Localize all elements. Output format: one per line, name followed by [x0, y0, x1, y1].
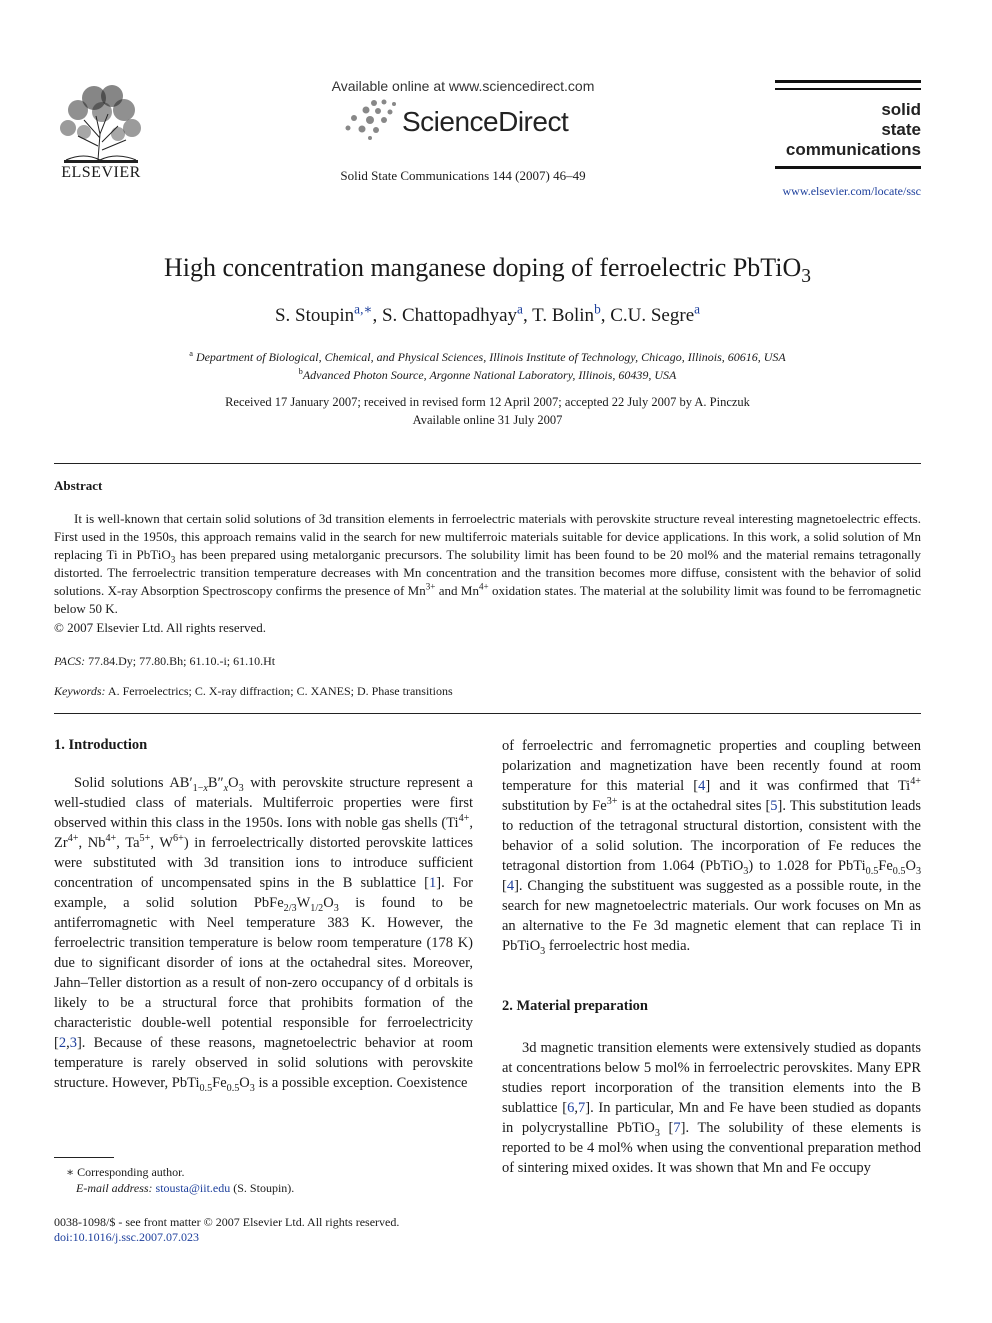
citation-link[interactable]: 7: [673, 1120, 681, 1136]
email-link[interactable]: stousta@iit.edu: [155, 1181, 231, 1195]
title-subscript: 3: [801, 266, 812, 288]
journal-rule-bottom: [775, 166, 921, 169]
journal-name-line: state: [881, 120, 921, 139]
affiliation-text: Department of Biological, Chemical, and Physical Sciences, Illinois Institute of Technology, Chicago, Illinois, 60616, USA: [195, 350, 786, 364]
abstract-paragraph: It is well-known that certain solid solutions of 3d transition elements in ferroelectric materials with perovskite structure reveal interesting magnetoelectric effects. First used in the 1950s, this approach remains valid in the search for new multiferroic materials suitable for device applications. In this work, a solid solution of Mn replacing Ti in PbTiO$_3$ has been prepared using metalorganic precursors. The solubility limit has been found to be 20 mol% and the material remains tetragonally distorted. The ferroelectric transition temperature decreases with Mn concentration and the transition becomes more diffuse, consistent with the behavior of solid solutions. X-ray Absorption Spectroscopy confirms the presence of $Mn^{3+}$ and $Mn^{4+}$ oxidation states. The material at the solubility limit was found to be ferromagnetic below 50 K.: [54, 511, 921, 616]
citation-link[interactable]: 6: [567, 1100, 575, 1116]
body-paragraph: 3d magnetic transition elements were extensively studied as dopants at concentrations below 5 mol% in ferroelectric perovskites. Many EPR studies report incorporation of the transition elements into the B sublattice [6,7]. In particular, Mn and Fe have been studied as dopants in polycrystalline PbTiO$_3$ [7]. The solubility of these elements is reported to be 4 mol% when using the conventional preparation method of sintering mixed oxides. It was shown that Mn and Fe occupy: [502, 1040, 921, 1176]
citation-link[interactable]: 4: [698, 778, 706, 794]
sciencedirect-wordmark: ScienceDirect: [402, 106, 569, 137]
available-online-date: Available online 31 July 2007: [412, 413, 563, 427]
journal-name: [770, 100, 921, 160]
article-title: [54, 253, 921, 288]
journal-reference: Solid State Communications 144 (2007) 46–49: [340, 168, 586, 183]
citation-link[interactable]: 4: [506, 878, 515, 894]
material-preparation-body: [502, 1038, 921, 1178]
citation-link[interactable]: 7: [578, 1100, 586, 1116]
citation-link[interactable]: 2: [58, 1035, 67, 1051]
author-list: S. Stoupin$^{a,∗}$, S. Chattopadhyay$^a$, T. Bolin$^b$, C.U. Segre$^a$: [274, 301, 701, 326]
author-affiliation-mark[interactable]: a: [694, 301, 701, 317]
issn-line: 0038-1098/$ - see front matter © 2007 Elsevier Ltd. All rights reserved.: [54, 1215, 400, 1229]
sciencedirect-dots-icon: [344, 98, 404, 140]
section-heading-material-preparation: 2. Material preparation: [502, 998, 648, 1014]
pacs-label: PACS:: [54, 654, 86, 668]
footnote-rule: [54, 1157, 114, 1158]
keywords-label: Keywords:: [54, 684, 106, 698]
title-text: High concentration manganese doping of ferroelectric PbTiO: [163, 253, 802, 282]
pacs-codes: [54, 654, 275, 669]
author-name: C.U. Segre: [610, 305, 695, 326]
introduction-body: [54, 773, 473, 1093]
abstract-heading: Abstract: [54, 478, 103, 493]
available-online-text[interactable]: Available online at www.sciencedirect.com: [331, 78, 595, 94]
received-dates: Received 17 January 2007; received in revised form 12 April 2007; accepted 22 July 2007 by A. Pinczuk: [225, 395, 750, 409]
journal-name-line: communications: [785, 140, 921, 159]
affiliation-mark: b: [298, 367, 303, 376]
author-affiliation-mark[interactable]: a,∗: [354, 301, 373, 317]
journal-url-link[interactable]: www.elsevier.com/locate/ssc: [782, 184, 921, 198]
author-name: S. Stoupin: [274, 305, 355, 326]
affiliation-mark: a: [189, 349, 193, 358]
journal-rule-top-thin: [775, 88, 921, 90]
abstract-rule-top: [54, 463, 921, 464]
author-name: S. Chattopadhyay: [381, 305, 518, 326]
author-affiliation-mark[interactable]: a: [517, 301, 523, 317]
publisher-name: ELSEVIER: [61, 164, 141, 181]
email-owner: (S. Stoupin).: [233, 1181, 295, 1195]
pacs-values: 77.84.Dy; 77.80.Bh; 61.10.-i; 61.10.Ht: [88, 654, 276, 668]
email-note: [76, 1181, 294, 1196]
affiliation-text: Advanced Photon Source, Argonne National Laboratory, Illinois, 60439, USA: [302, 368, 677, 382]
abstract-rule-bottom: [54, 713, 921, 714]
introduction-continued: [502, 736, 921, 956]
corresponding-author-note: ∗ Corresponding author.: [66, 1165, 185, 1179]
citation-link[interactable]: 1: [429, 875, 437, 891]
abstract-body: [54, 510, 921, 618]
email-label: E-mail address:: [76, 1181, 153, 1195]
body-paragraph: Solid solutions $AB'_{1-x}B''_xO_3$ with perovskite structure represent a well-studied class of materials. Multiferroic properties were first observed within this class in the 1950s. Ions with noble gas shells ($Ti^{4+}$, $Zr^{4+}$, $Nb^{4+}$, $Ta^{5+}$, $W^{6+}$) in ferroelectrically distorted perovskite lattices were substituted with 3d transition ions to introduce sufficient concentration of uncompensated spins in the B sublattice [1]. For example, a solid solution $PbFe_{2/3}W_{1/2}O_3$ is found to be antiferromagnetic with Neel temperature 383 K. However, the ferroelectric transition temperature is below room temperature (178 K) due to significant disorder of ions at the octahedral sites. Moreover, Jahn–Teller distortion as a result of non-zero occupancy of d orbitals is likely to be a structural force that prohibits formation of the characteristic double-well potential responsible for ferroelectricity [2,3]. Because of these reasons, magnetoelectric behavior at room temperature is rarely observed in solid solutions with perovskite structure. However, $PbTi_{0.5}Fe_{0.5}O_3$ is a possible exception. Coexistence: [54, 775, 473, 1094]
affiliation-b: [54, 368, 921, 383]
journal-name-line: solid: [881, 100, 921, 119]
affiliation-a: [54, 350, 921, 365]
body-paragraph: of ferroelectric and ferromagnetic properties and coupling between polarization and magnetization have been recently found at room temperature for this material [4] and it was confirmed that $Ti^{4+}$ substitution by $Fe^{3+}$ is at the octahedral sites [5]. This substitution leads to reduction of the tetragonal structural distortion, consistent with the behavior of a solid solution. The incorporation of Fe reduces the tetragonal distortion from 1.064 (PbTiO$_3$) to 1.028 for $PbTi_{0.5}Fe_{0.5}O_3$ [4]. Changing the substituent was suggested as a possible route, in the search for new magnetoelectric materials. Our work focuses on Mn as an alternative to the Fe 3d magnetic element that can replace Ti in PbTiO$_3$ ferroelectric host media.: [502, 738, 921, 957]
elsevier-logo: [54, 76, 148, 182]
keywords-values: A. Ferroelectrics; C. X-ray diffraction; C. XANES; D. Phase transitions: [107, 684, 453, 698]
journal-rule-top: [775, 80, 921, 83]
abstract-copyright: © 2007 Elsevier Ltd. All rights reserved.: [54, 620, 267, 635]
keywords: [54, 684, 453, 699]
author-affiliation-mark[interactable]: b: [594, 301, 601, 317]
section-heading-introduction: 1. Introduction: [54, 737, 148, 753]
citation-link[interactable]: 5: [770, 798, 778, 814]
doi-link[interactable]: doi:10.1016/j.ssc.2007.07.023: [54, 1230, 200, 1244]
citation-link[interactable]: 3: [69, 1035, 77, 1051]
author-name: T. Bolin: [532, 305, 595, 326]
